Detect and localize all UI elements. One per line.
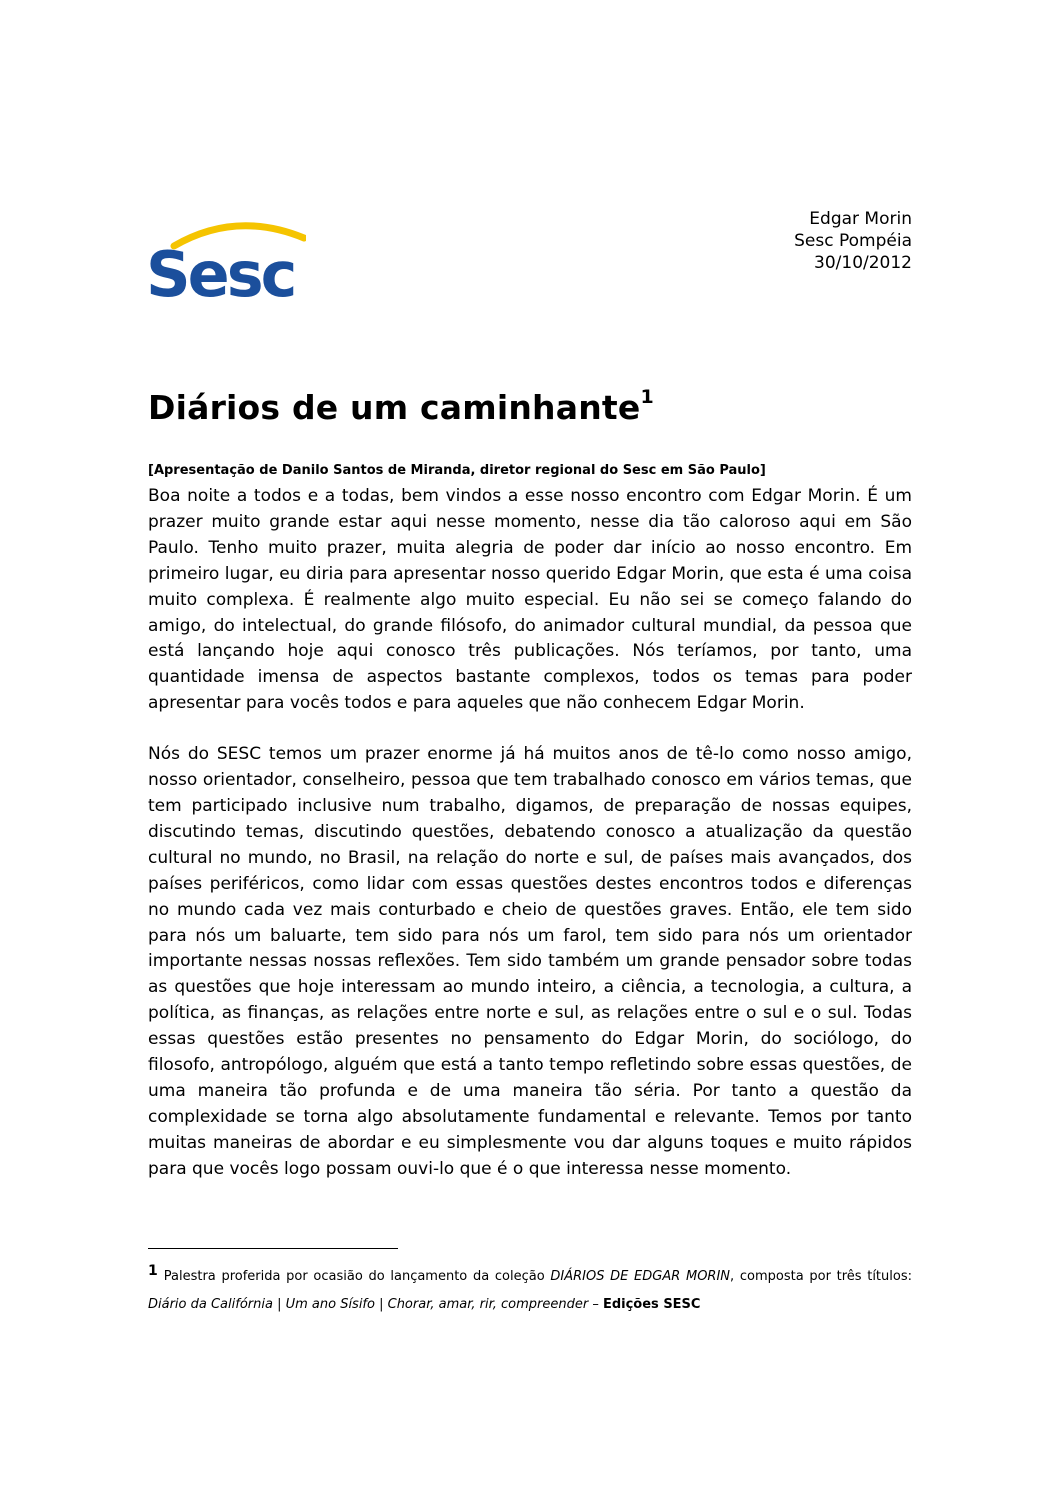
- author-name: Edgar Morin: [809, 209, 912, 229]
- logo-text: Sesc: [146, 238, 295, 300]
- title-text: Diários de um caminhante: [148, 388, 641, 427]
- footnote-dash: –: [588, 1297, 603, 1312]
- paragraph-2: Nós do SESC temos um prazer enorme já há muitos anos de tê-lo como nosso amigo, nosso orientador, conselheiro, pessoa que tem trabalhado conosco em vários temas, que tem participado inclusive num trabalho, digamos, de preparação de nossas equipes, discutindo temas, discutindo questões, debatendo conosco a atualização da questão cultural no mundo, no Brasil, na relação do norte e sul, de países mais avançados, dos países periféricos, como lidar com essas questões destes encontros todos e diferenças no mundo cada vez mais conturbado e cheio de questões graves. Então, ele tem sido para nós um baluarte, tem sido para nós um farol, tem sido para nós um orientador importante nessas nossas reflexões. Tem sido também um grande pensador sobre todas as questões que hoje interessam ao mundo inteiro, a ciência, a tecnologia, a cultura, a política, as finanças, as relações entre norte e sul, as relações entre o sul e o sul. Todas essas questões estão presentes no pensamento do Edgar Morin, do sociólogo, do filosofo, antropólogo, alguém que está a tanto tempo refletindo sobre essas questões, de uma maneira tão profunda e de uma maneira tão séria. Por tanto a questão da complexidade se torna algo absolutamente fundamental e relevante. Temos por tanto muitas maneiras de abordar e eu simplesmente vou dar alguns toques e muito rápidos para que vocês logo possam ouvi-lo que é o que interessa nesse momento.: [148, 744, 912, 1179]
- footnote-publisher: Edições SESC: [602, 1297, 701, 1312]
- body-text: [148, 484, 912, 1208]
- footnote-titles: Diário da Califórnia | Um ano Sísifo | Chorar, amar, rir, compreender: [148, 1297, 589, 1312]
- footnote-intro: Palestra proferida por ocasião do lançamento da coleção: [163, 1269, 545, 1284]
- footnote-number: 1: [148, 1263, 158, 1279]
- event-date: 30/10/2012: [814, 253, 912, 273]
- sesc-logo: [146, 216, 306, 300]
- sesc-logo-graphic: [146, 216, 306, 300]
- footnote-divider: [148, 1248, 398, 1249]
- presentation-line: [Apresentação de Danilo Santos de Miranda, diretor regional do Sesc em São Paulo]: [148, 463, 766, 478]
- paragraph-1: Boa noite a todos e a todas, bem vindos a esse nosso encontro com Edgar Morin. É um prazer muito grande estar aqui nesse momento, nesse dia tão caloroso aqui em São Paulo. Tenho muito prazer, muita alegria de poder dar início ao nosso encontro. Em primeiro lugar, eu diria para apresentar nosso querido Edgar Morin, que esta é uma coisa muito complexa. É realmente algo muito especial. Eu não sei se começo falando do amigo, do intelectual, do grande filósofo, do animador cultural mundial, da pessoa que está lançando hoje aqui conosco três publicações. Nós teríamos, por tanto, uma quantidade imensa de aspectos bastante complexos, todos os temas para poder apresentar para vocês todos e para aqueles que não conhecem Edgar Morin.: [148, 486, 912, 714]
- document-title: [148, 388, 654, 427]
- footnote-middle: , composta por três títulos:: [730, 1269, 912, 1284]
- header-info: [794, 208, 912, 274]
- footnote-collection: DIÁRIOS DE EDGAR MORIN: [550, 1269, 731, 1284]
- footnote: [148, 1262, 912, 1319]
- venue-name: Sesc Pompéia: [794, 231, 912, 251]
- title-footnote-ref: 1: [640, 386, 654, 408]
